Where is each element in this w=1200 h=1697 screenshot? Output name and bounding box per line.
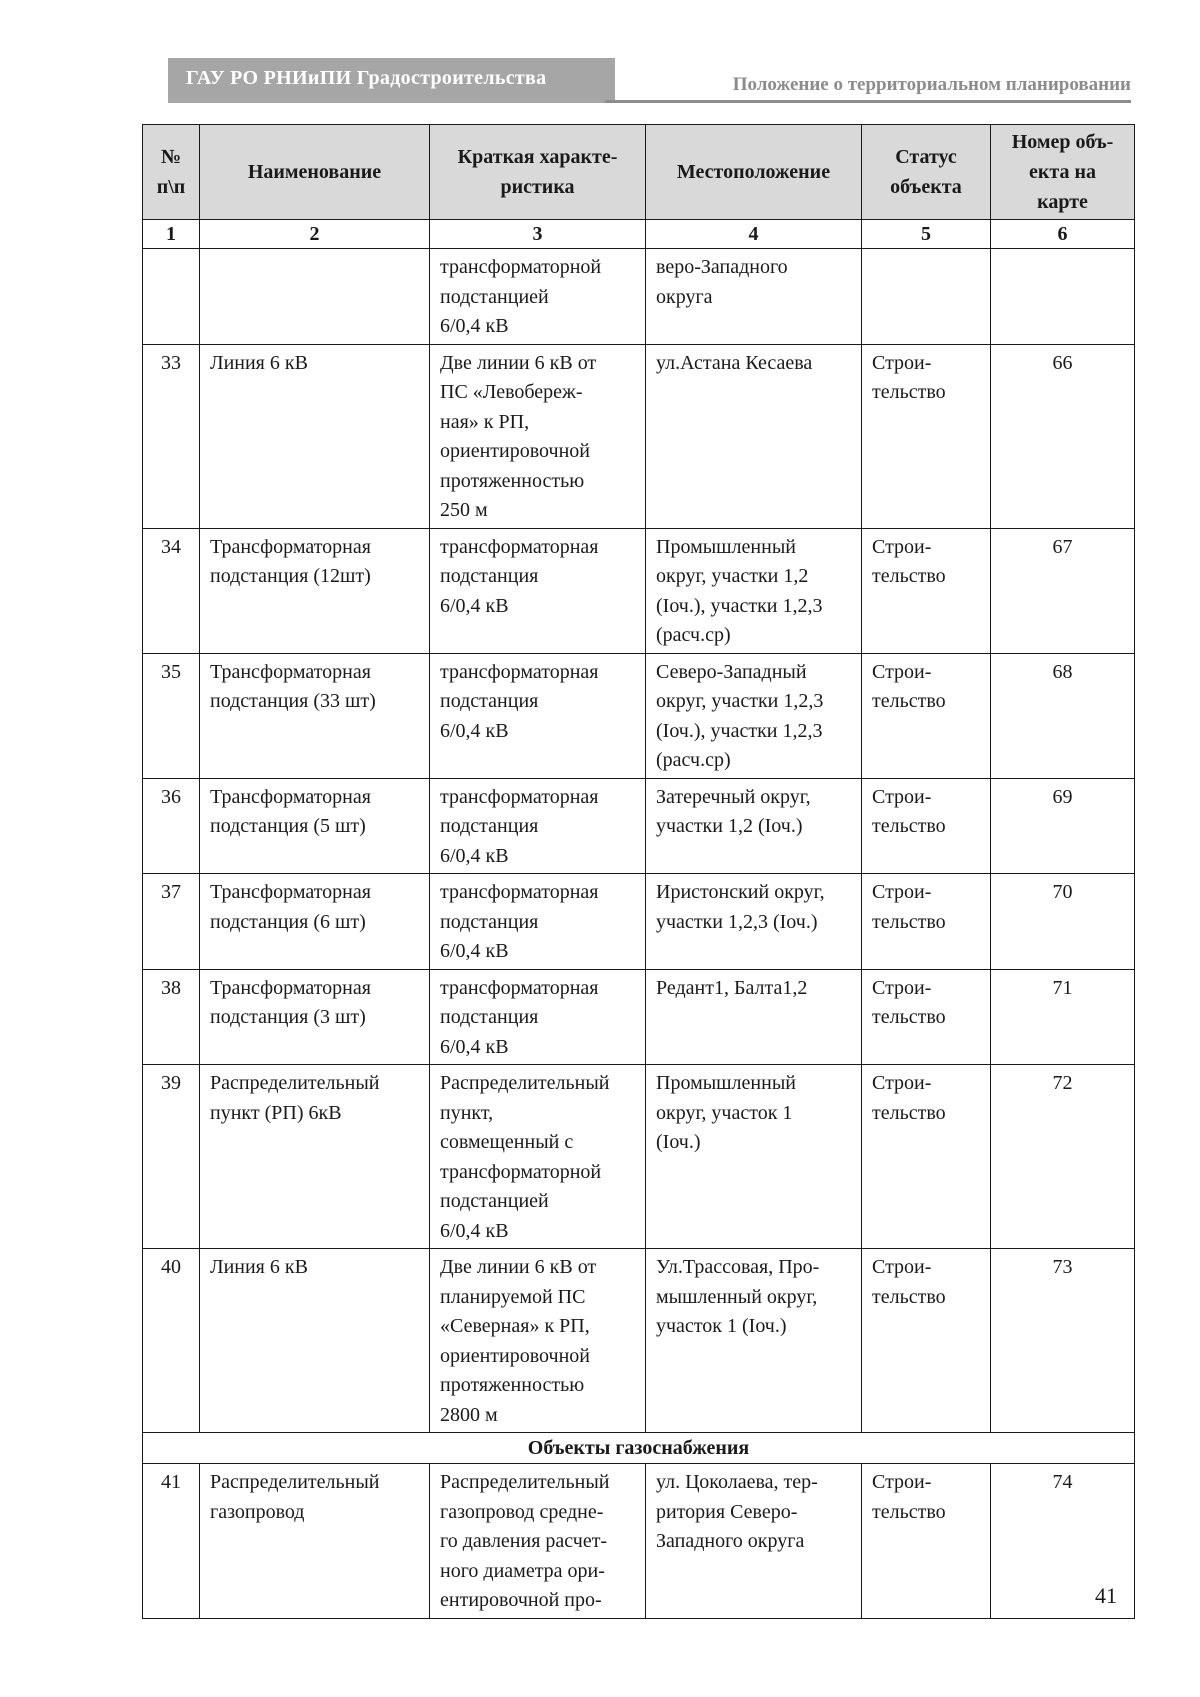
cell-name: Линия 6 кВ (200, 344, 430, 528)
table-row (143, 249, 1135, 345)
cell-number: 33 (143, 344, 200, 528)
cell-status: Строи- тельство (862, 969, 991, 1065)
table-row (143, 344, 1135, 528)
cell-location: Северо-Западный округ, участки 1,2,3 (Iоч.), участки 1,2,3 (расч.ср) (646, 653, 862, 778)
cell-status: Строи- тельство (862, 1464, 991, 1619)
cell-name: Трансформаторная подстанция (5 шт) (200, 778, 430, 874)
cell-description: Распределительный пункт, совмещенный с трансформаторной подстанцией 6/0,4 кВ (430, 1065, 646, 1249)
table-row (143, 1065, 1135, 1249)
cell-status: Строи- тельство (862, 653, 991, 778)
cell-number: 37 (143, 874, 200, 970)
cell-number: 38 (143, 969, 200, 1065)
cell-description: трансформаторная подстанция 6/0,4 кВ (430, 653, 646, 778)
cell-number (143, 249, 200, 345)
cell-number: 40 (143, 1249, 200, 1433)
cell-location: ул. Цоколаева, тер- ритория Северо- Западного округа (646, 1464, 862, 1619)
column-number: 4 (646, 220, 862, 249)
table-header-row (143, 125, 1135, 220)
table-row (143, 778, 1135, 874)
cell-location: Промышленный округ, участки 1,2 (Iоч.), участки 1,2,3 (расч.ср) (646, 528, 862, 653)
cell-description: трансформаторная подстанция 6/0,4 кВ (430, 528, 646, 653)
cell-description: трансформаторная подстанция 6/0,4 кВ (430, 969, 646, 1065)
cell-map-number: 71 (991, 969, 1135, 1065)
cell-description: трансформаторной подстанцией 6/0,4 кВ (430, 249, 646, 345)
cell-location: Иристонский округ, участки 1,2,3 (Iоч.) (646, 874, 862, 970)
section-title: Объекты газоснабжения (143, 1433, 1135, 1464)
table-row (143, 969, 1135, 1065)
cell-number: 34 (143, 528, 200, 653)
cell-description: трансформаторная подстанция 6/0,4 кВ (430, 778, 646, 874)
cell-map-number: 69 (991, 778, 1135, 874)
table-row (143, 874, 1135, 970)
cell-status: Строи- тельство (862, 1249, 991, 1433)
column-header-number: № п\п (143, 125, 200, 220)
cell-map-number: 67 (991, 528, 1135, 653)
column-number: 6 (991, 220, 1135, 249)
cell-status: Строи- тельство (862, 344, 991, 528)
cell-location: ул.Астана Кесаева (646, 344, 862, 528)
cell-map-number: 70 (991, 874, 1135, 970)
cell-map-number: 72 (991, 1065, 1135, 1249)
cell-number: 41 (143, 1464, 200, 1619)
cell-name: Трансформаторная подстанция (12шт) (200, 528, 430, 653)
header-document-title: Положение о территориальном планировании (605, 74, 1131, 103)
column-header-status: Статус объекта (862, 125, 991, 220)
cell-name: Трансформаторная подстанция (3 шт) (200, 969, 430, 1065)
column-number: 1 (143, 220, 200, 249)
cell-number: 39 (143, 1065, 200, 1249)
table-row (143, 528, 1135, 653)
cell-description: Две линии 6 кВ от планируемой ПС «Северная» к РП, ориентировочной протяженностью 2800 м (430, 1249, 646, 1433)
cell-name (200, 249, 430, 345)
cell-status: Строи- тельство (862, 874, 991, 970)
cell-number: 36 (143, 778, 200, 874)
cell-name: Распределительный пункт (РП) 6кВ (200, 1065, 430, 1249)
cell-name: Линия 6 кВ (200, 1249, 430, 1433)
cell-description: трансформаторная подстанция 6/0,4 кВ (430, 874, 646, 970)
cell-location: веро-Западного округа (646, 249, 862, 345)
cell-number: 35 (143, 653, 200, 778)
column-header-name: Наименование (200, 125, 430, 220)
header-organization: ГАУ РО РНИиПИ Градостроительства (168, 58, 615, 103)
planning-table (142, 124, 1135, 1619)
table-row (143, 1249, 1135, 1433)
cell-map-number (991, 249, 1135, 345)
cell-map-number: 68 (991, 653, 1135, 778)
column-number: 2 (200, 220, 430, 249)
cell-name: Распределительный газопровод (200, 1464, 430, 1619)
column-numbers-row (143, 220, 1135, 249)
column-number: 3 (430, 220, 646, 249)
section-row (143, 1433, 1135, 1464)
column-header-description: Краткая характе- ристика (430, 125, 646, 220)
table-row (143, 1464, 1135, 1619)
table-row (143, 653, 1135, 778)
cell-map-number: 73 (991, 1249, 1135, 1433)
column-number: 5 (862, 220, 991, 249)
cell-name: Трансформаторная подстанция (33 шт) (200, 653, 430, 778)
cell-status: Строи- тельство (862, 778, 991, 874)
cell-map-number: 74 (991, 1464, 1135, 1619)
cell-status: Строи- тельство (862, 528, 991, 653)
cell-name: Трансформаторная подстанция (6 шт) (200, 874, 430, 970)
cell-location: Редант1, Балта1,2 (646, 969, 862, 1065)
column-header-map-number: Номер объ- екта на карте (991, 125, 1135, 220)
cell-location: Промышленный округ, участок 1 (Iоч.) (646, 1065, 862, 1249)
cell-location: Ул.Трассовая, Про- мышленный округ, участок 1 (Iоч.) (646, 1249, 862, 1433)
cell-description: Распределительный газопровод средне- го давления расчет- ного диаметра ори- ентировочной про- (430, 1464, 646, 1619)
column-header-location: Местоположение (646, 125, 862, 220)
cell-location: Затеречный округ, участки 1,2 (Iоч.) (646, 778, 862, 874)
cell-map-number: 66 (991, 344, 1135, 528)
cell-status (862, 249, 991, 345)
page-number: 41 (1095, 1583, 1117, 1608)
cell-description: Две линии 6 кВ от ПС «Левобереж- ная» к РП, ориентировочной протяженностью 250 м (430, 344, 646, 528)
cell-status: Строи- тельство (862, 1065, 991, 1249)
